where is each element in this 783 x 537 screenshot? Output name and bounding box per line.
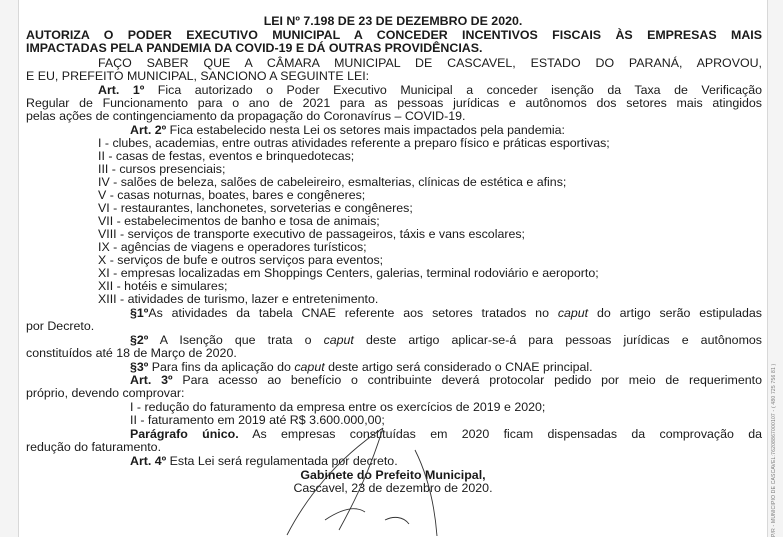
art3-line-2: próprio, devendo comprovar: bbox=[26, 386, 185, 400]
art1-line-2: Regular de Funcionamento para o ano de 2021 para as pessoas jurídicas e autônomos dos setores mais atingidos bbox=[26, 96, 762, 110]
art2-item-6: VI - restaurantes, lanchonetes, sorveterias e congêneres; bbox=[98, 201, 413, 215]
art2-text: Fica estabelecido nesta Lei os setores mais impactados pela pandemia: bbox=[166, 123, 565, 137]
art2-paragraph-1-line-2: por Decreto. bbox=[26, 319, 95, 333]
art2-item-12: XII - hotéis e simulares; bbox=[98, 279, 228, 293]
art4-text: Esta Lei será regulamentada por decreto. bbox=[166, 454, 398, 468]
paragraph-2-text-b: deste artigo aplicar-se-á para pessoas jurídicas e autônomos bbox=[353, 333, 762, 347]
art2-item-5: V - casas noturnas, boates, bares e congêneres; bbox=[98, 188, 366, 202]
closing-gabinete: Gabinete do Prefeito Municipal, bbox=[300, 468, 486, 482]
ementa-line-2: IMPACTADAS PELA PANDEMIA DA COVID-19 E DÁ OUTRAS PROVIDÊNCIAS. bbox=[26, 41, 483, 55]
art2-item-13: XIII - atividades de turismo, lazer e entretenimento. bbox=[98, 292, 379, 306]
paragraph-1-text-b: do artigo serão estipuladas bbox=[588, 306, 762, 320]
art3-line-1 bbox=[130, 374, 762, 387]
paragraph-1-caput: caput bbox=[557, 306, 589, 320]
preamble-line-2: E EU, PREFEITO MUNICIPAL, SANCIONO A SEGUINTE LEI: bbox=[26, 69, 370, 83]
paragraph-1-text-a: As atividades da tabela CNAE referente aos setores tratados no bbox=[148, 306, 558, 320]
paragraph-1-label: §1º bbox=[130, 306, 149, 320]
art2-item-8: VIII - serviços de transporte executivo de passageiros, táxis e vans escolares; bbox=[98, 227, 525, 241]
paragraph-3-text-a: Para fins da aplicação do bbox=[148, 360, 295, 374]
paragraph-2-label: §2º bbox=[130, 333, 149, 347]
signature-drawing bbox=[265, 420, 465, 537]
art3-sole-paragraph-line-2: redução do faturamento. bbox=[26, 440, 162, 454]
art1-text: Fica autorizado o Poder Executivo Municipal a conceder isenção da Taxa de Verificação bbox=[144, 83, 762, 97]
art2-label: Art. 2º bbox=[130, 123, 167, 137]
art2-item-7: VII - estabelecimentos de banho e tosa de animais; bbox=[98, 214, 380, 228]
paragraph-3-caput: caput bbox=[294, 360, 325, 374]
art2-item-11: XI - empresas localizadas em Shoppings Centers, galerias, terminal rodoviário e aeroporto; bbox=[98, 266, 599, 280]
art3-text: Para acesso ao benefício o contribuinte deverá protocolar pedido por meio de requerimento bbox=[172, 373, 762, 387]
sole-paragraph-label: Parágrafo único. bbox=[130, 427, 239, 441]
art2-paragraph-2-line-2: constituídos até 18 de Março de 2020. bbox=[26, 346, 237, 360]
sole-paragraph-text: As empresas constituídas em 2020 ficam dispensadas da comprovação da bbox=[238, 427, 762, 441]
art2-item-3: III - cursos presenciais; bbox=[98, 162, 226, 176]
paragraph-3-text-b: deste artigo será considerado o CNAE principal. bbox=[324, 360, 593, 374]
art1-label: Art. 1º bbox=[98, 83, 145, 97]
side-digital-stamp: P/R - MUNICIPIO DE CASCAVEL:76208867000107 - ( 480 725 756 81 ) bbox=[771, 363, 777, 537]
paragraph-2-text-a: A Isenção que trata o bbox=[148, 333, 324, 347]
art3-item-1: I - redução do faturamento da empresa entre os exercícios de 2019 e 2020; bbox=[130, 400, 546, 414]
paragraph-2-caput: caput bbox=[323, 333, 354, 347]
art2-item-10: X - serviços de bufe e outros serviços para eventos; bbox=[98, 253, 384, 267]
art2-item-1: I - clubes, academias, entre outras atividades referente a preparo físico e práticas esportivas; bbox=[98, 136, 610, 150]
ementa-line-1: AUTORIZA O PODER EXECUTIVO MUNICIPAL A CONCEDER INCENTIVOS FISCAIS ÀS EMPRESAS MAIS bbox=[26, 28, 762, 42]
preamble-line-1: FAÇO SABER QUE A CÂMARA MUNICIPAL DE CASCAVEL, ESTADO DO PARANÁ, APROVOU, bbox=[98, 56, 762, 70]
art3-item-2: II - faturamento em 2019 até R$ 3.600.000,00; bbox=[130, 413, 385, 427]
art2-item-4: IV - salões de beleza, salões de cabeleireiro, esmalterias, clínicas de estética e afins; bbox=[98, 175, 567, 189]
paragraph-3-label: §3º bbox=[130, 360, 149, 374]
art2-item-9: IX - agências de viagens e operadores turísticos; bbox=[98, 240, 367, 254]
law-title: LEI Nº 7.198 DE 23 DE DEZEMBRO DE 2020. bbox=[263, 14, 523, 28]
art3-label: Art. 3º bbox=[130, 373, 173, 387]
art1-line-3: pelas ações de contingenciamento da propagação do Coronavírus – COVID-19. bbox=[26, 109, 466, 123]
art2-item-2: II - casas de festas, eventos e brinquedotecas; bbox=[98, 149, 355, 163]
art2-paragraph-1 bbox=[130, 307, 762, 320]
closing-place-date: Cascavel, 23 de dezembro de 2020. bbox=[293, 481, 493, 495]
art4-label: Art. 4º bbox=[130, 454, 167, 468]
